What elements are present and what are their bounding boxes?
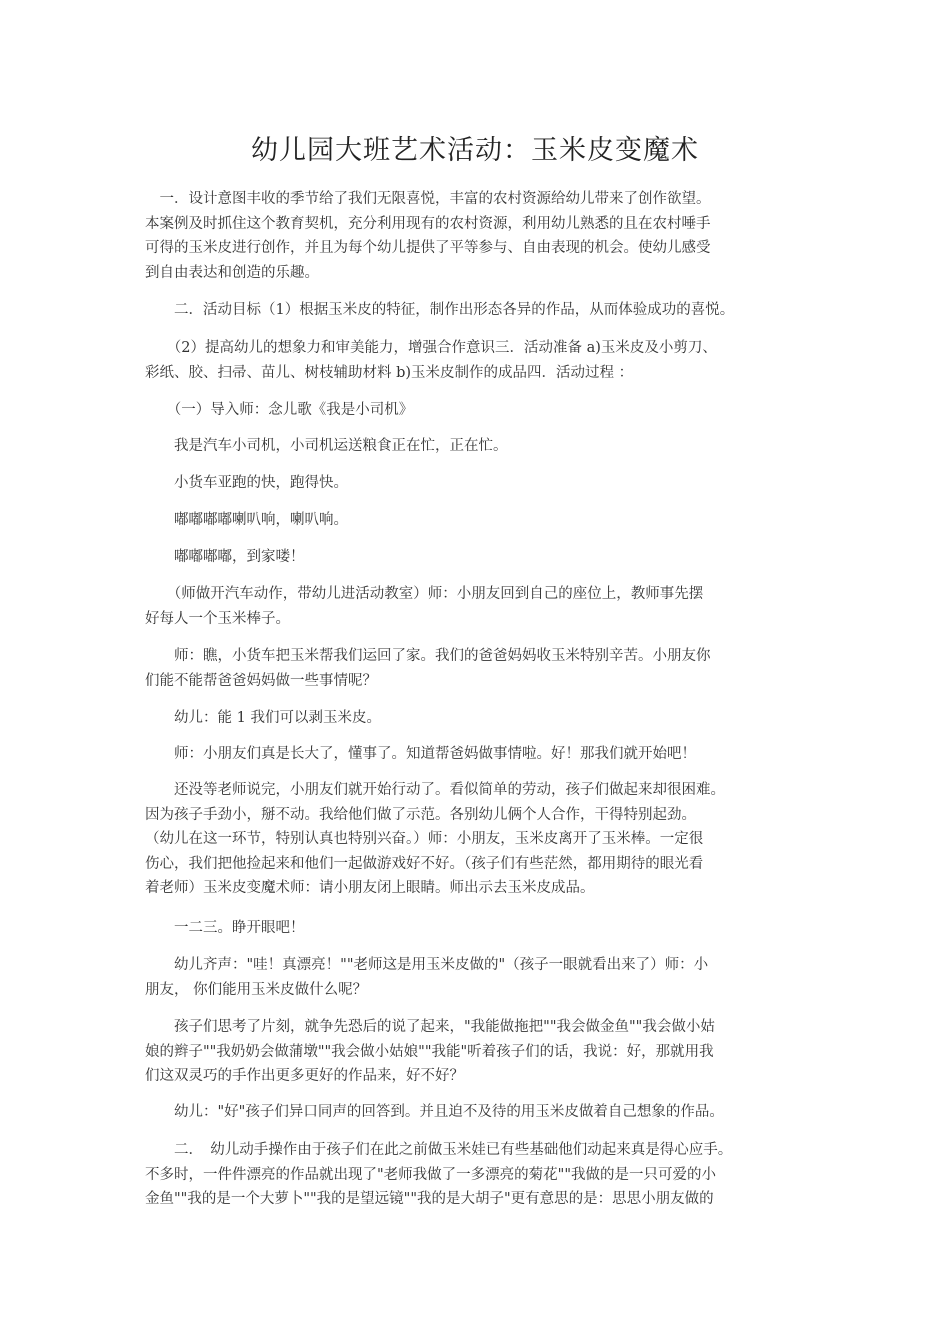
text-line: 好每人一个玉米棒子。	[145, 610, 290, 627]
text-line: 孩子们思考了片刻，就争先恐后的说了起来，"我能做拖把""我会做金鱼""我会做小姑	[145, 1019, 715, 1035]
paragraph	[145, 706, 815, 731]
paragraph	[145, 434, 815, 459]
paragraph	[145, 508, 815, 533]
text-line: 小货车亚跑的快，跑得快。	[145, 475, 348, 491]
paragraph	[145, 471, 815, 496]
text-line: （一）导入师：念儿歌《我是小司机》	[145, 402, 414, 418]
text-line: 不多时，一件件漂亮的作品就出现了"老师我做了一多漂亮的菊花""我做的是一只可爱的小	[145, 1166, 717, 1183]
text-line: 着老师）玉米皮变魔术师：请小朋友闭上眼睛。师出示去玉米皮成品。	[145, 880, 595, 896]
paragraph	[145, 545, 815, 570]
paragraph	[145, 398, 815, 423]
paragraph	[145, 1100, 815, 1125]
text-line: 还没等老师说完，小朋友们就开始行动了。看似简单的劳动，孩子们做起来却很困难。	[145, 782, 725, 798]
paragraph	[145, 298, 815, 323]
text-line: 朋友， 你们能用玉米皮做什么呢？	[145, 981, 368, 998]
text-line: 二． 幼儿动手操作由于孩子们在此之前做玉米娃已有些基础他们动起来真是得心应手。	[145, 1142, 733, 1158]
text-line: 嘟嘟嘟嘟喇叭响，喇叭响。	[145, 512, 348, 528]
text-line: 一二三。睁开眼吧！	[145, 920, 305, 936]
text-line: 到自由表达和创造的乐趣。	[145, 264, 319, 281]
text-line: 因为孩子手劲小，掰不动。我给他们做了示范。各别幼儿俩个人合作，干得特别起劲。	[145, 806, 696, 823]
paragraph	[145, 1015, 815, 1089]
text-line: 本案例及时抓住这个教育契机，充分利用现有的农村资源，利用幼儿熟悉的且在农村唾手	[145, 215, 711, 232]
text-line: 可得的玉米皮进行创作，并且为每个幼儿提供了平等参与、自由表现的机会。使幼儿感受	[145, 240, 711, 256]
text-line: 幼儿齐声："哇！真漂亮！""老师这是用玉米皮做的"（孩子一眼就看出来了）师：小	[145, 957, 709, 973]
text-line: 们能不能帮爸爸妈妈做一些事情呢？	[145, 672, 377, 689]
text-line: 师：瞧，小货车把玉米帮我们运回了家。我们的爸爸妈妈收玉米特别辛苦。小朋友你	[145, 648, 711, 664]
paragraph	[145, 336, 815, 385]
paragraph	[145, 582, 815, 631]
paragraph	[145, 1138, 815, 1212]
text-line: 幼儿：能 1 我们可以剥玉米皮。	[145, 710, 381, 726]
text-line: 娘的辫子""我奶奶会做蒲墩""我会做小姑娘""我能"听着孩子们的话，我说：好，那就用我	[145, 1043, 714, 1060]
text-line: 嘟嘟嘟嘟，到家喽！	[145, 549, 305, 565]
paragraph	[145, 953, 815, 1002]
text-line: （师做开汽车动作，带幼儿进活动教室）师：小朋友回到自己的座位上，教师事先摆	[145, 586, 704, 602]
text-line: 一．设计意图丰收的季节给了我们无限喜悦，丰富的农村资源给幼儿带来了创作欲望。	[145, 191, 711, 207]
text-line: 我是汽车小司机，小司机运送粮食正在忙，正在忙。	[145, 438, 508, 454]
paragraph	[145, 916, 815, 941]
text-line: 彩纸、胶、扫帚、苗儿、树枝辅助材料 b)玉米皮制作的成品四．活动过程 ：	[145, 364, 634, 381]
text-line: 们这双灵巧的手作出更多更好的作品来，好不好？	[145, 1068, 464, 1084]
text-line: 金鱼""我的是一个大萝卜""我的是望远镜""我的是大胡子"更有意思的是：思思小朋友做的	[145, 1191, 714, 1207]
text-line: 幼儿："好"孩子们异口同声的回答到。并且迫不及待的用玉米皮做着自己想象的作品。	[145, 1104, 724, 1120]
text-line: （幼儿在这一环节，特别认真也特别兴奋。）师：小朋友，玉米皮离开了玉米棒。一定很	[145, 831, 704, 847]
paragraph	[145, 644, 815, 693]
document-title: 幼儿园大班艺术活动：玉米皮变魔术	[251, 135, 699, 166]
text-line: （2）提高幼儿的想象力和审美能力，增强合作意识三．活动准备 a)玉米皮及小剪刀、	[145, 340, 717, 356]
text-line: 伤心，我们把他捡起来和他们一起做游戏好不好。（孩子们有些茫然，都用期待的眼光看	[145, 855, 704, 872]
paragraph	[145, 778, 815, 901]
text-line: 师：小朋友们真是长大了，懂事了。知道帮爸妈做事情啦。好！那我们就开始吧！	[145, 746, 696, 762]
paragraph	[145, 187, 815, 285]
paragraph	[145, 742, 815, 767]
text-line: 二．活动目标（1）根据玉米皮的特征，制作出形态各异的作品，从而体验成功的喜悦。	[145, 302, 735, 318]
